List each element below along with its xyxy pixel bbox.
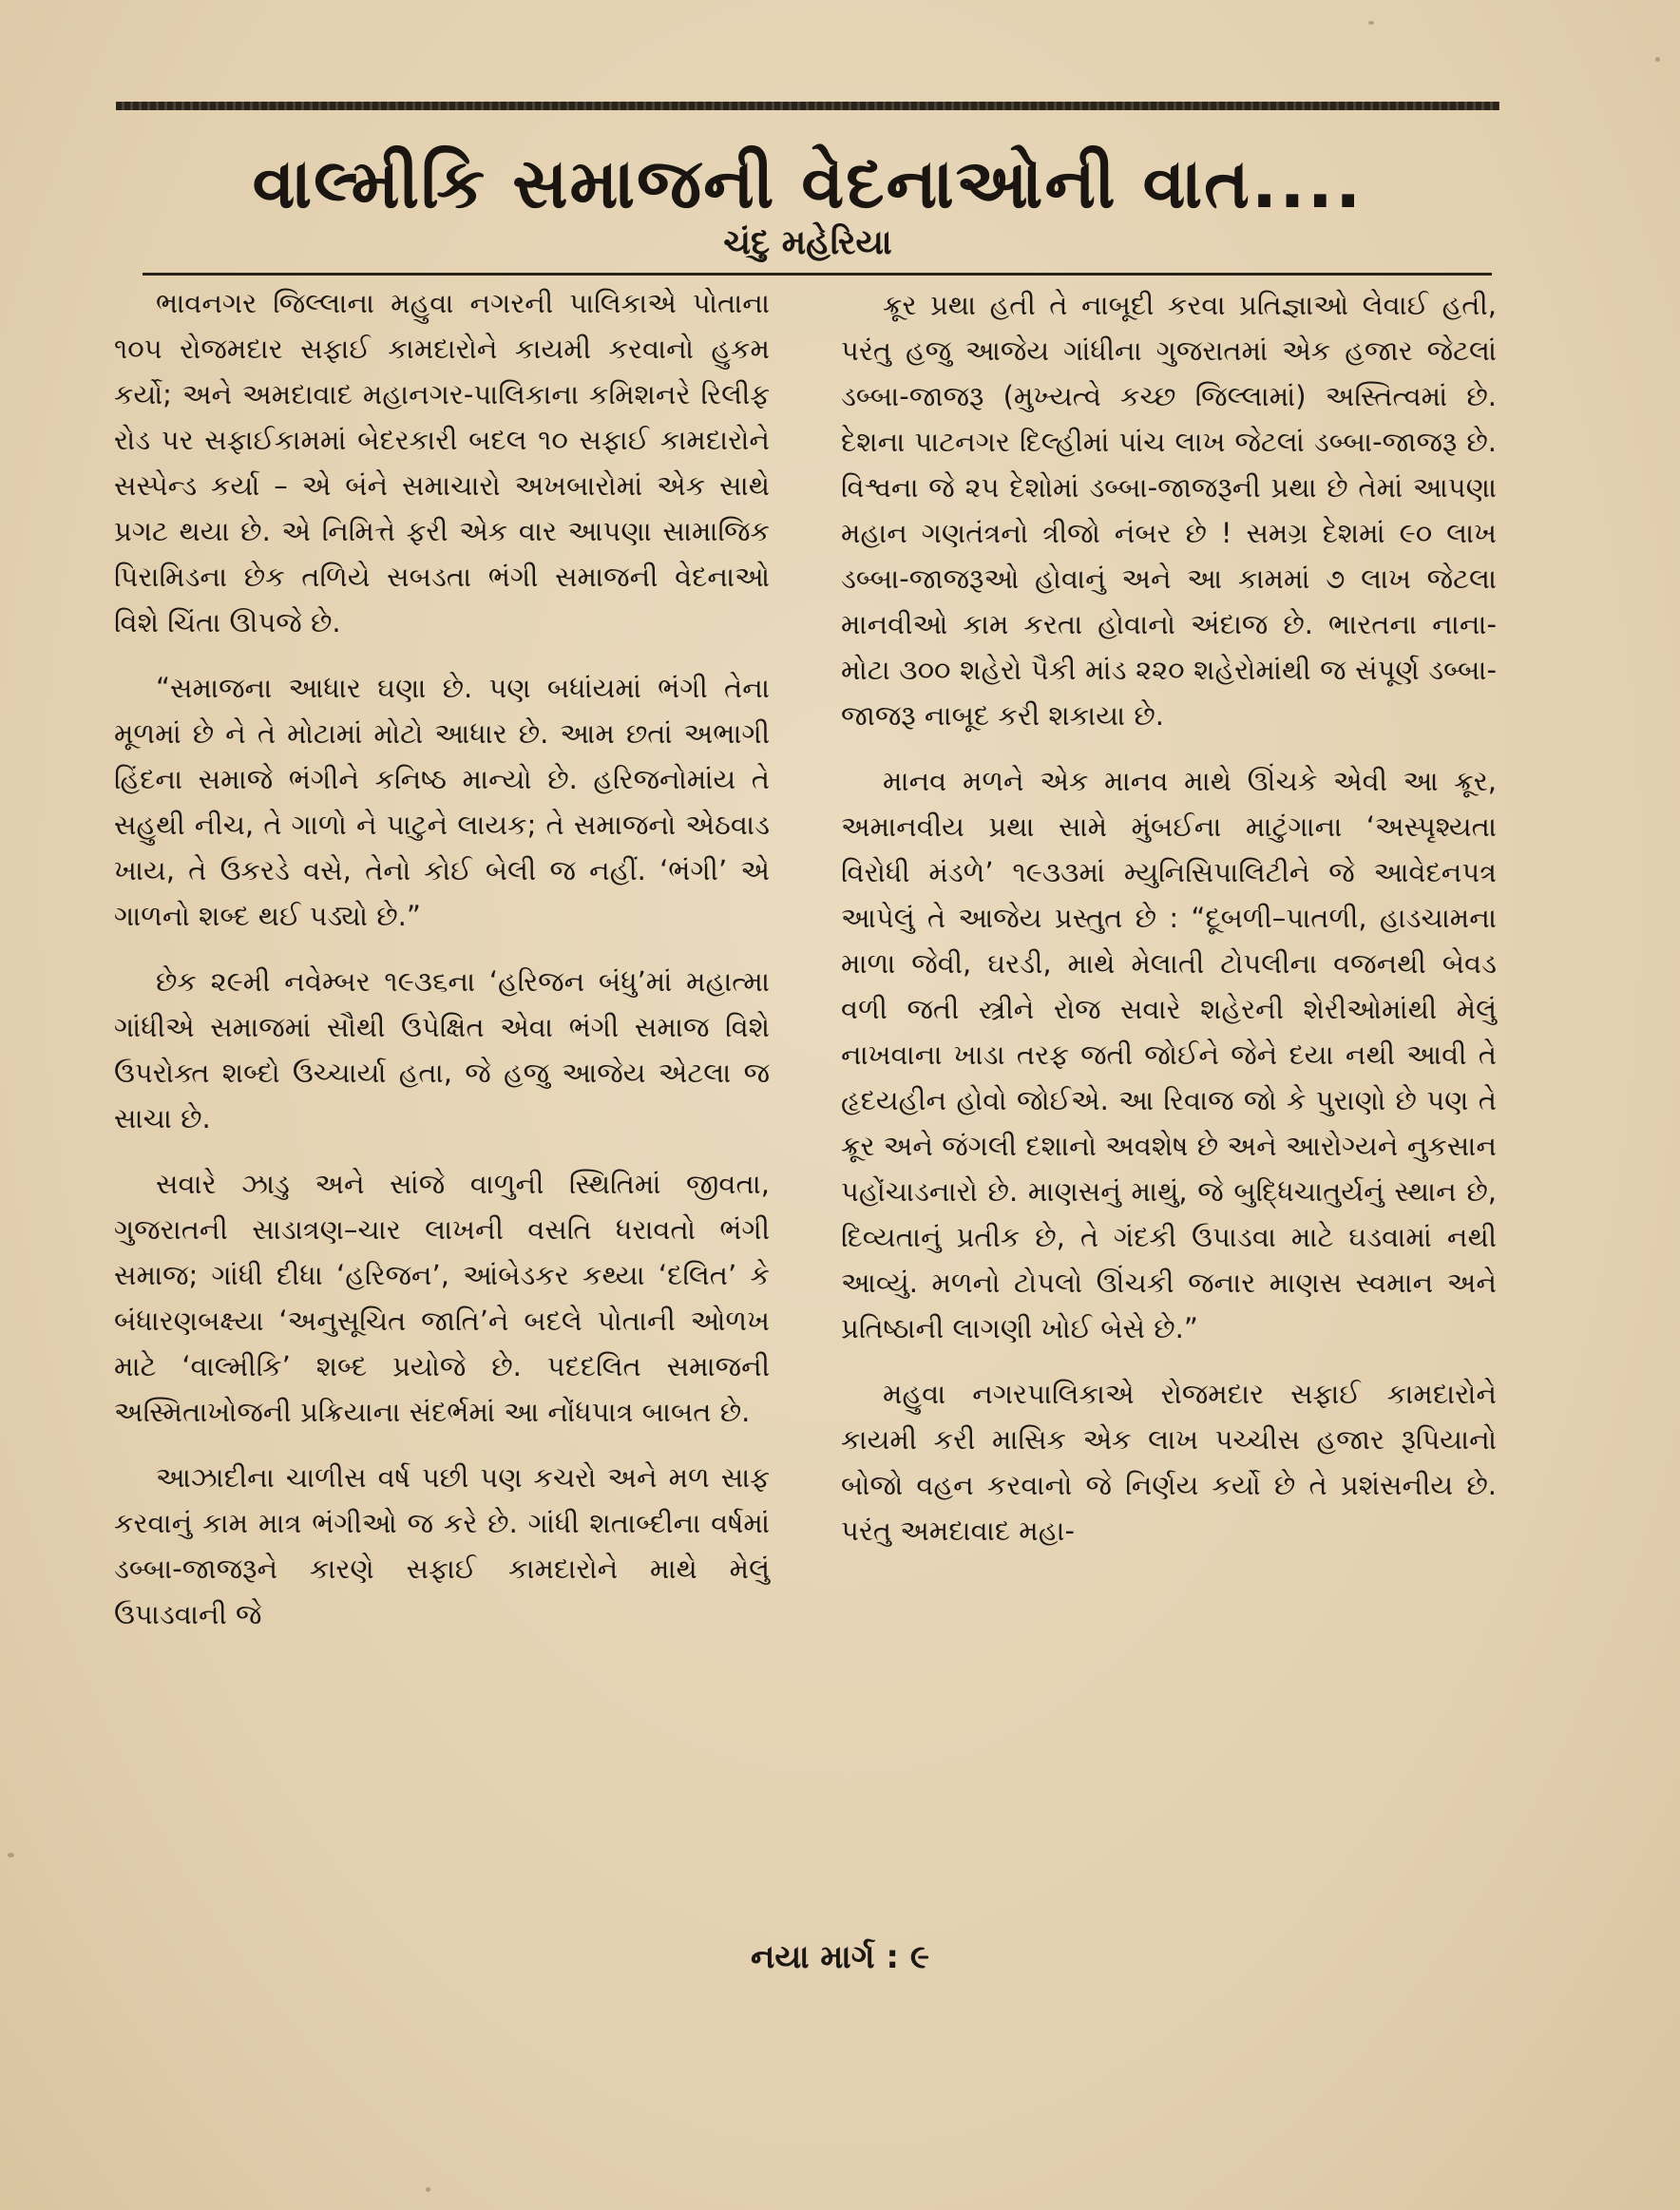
paper-speck xyxy=(8,1853,14,1858)
paper-speck xyxy=(426,2187,430,2192)
paragraph: માનવ મળને એક માનવ માથે ઊંચકે એવી આ ક્રૂર, અમાનવીય પ્રથા સામે મુંબઈના માટુંગાના ‘અસ્પૃશ્યતા વિરોધી મંડળે’ ૧૯૩૩માં મ્યુનિસિપાલિટીને જે આવેદનપત્ર આપેલું તે આજેય પ્રસ્તુત છે : “દૂબળી–પાતળી, હાડચામના માળા જેવી, ઘરડી, માથે મેલાતી ટોપલીના વજનથી બેવડ વળી જતી સ્ત્રીને રોજ સવારે શહેરની શેરીઓમાંથી મેલું નાખવાના ખાડા તરફ જતી જોઈને જેને દયા નથી આવી તે હૃદયહીન હોવો જોઈએ. આ રિવાજ જો કે પુરાણો છે પણ તે ક્રૂર અને જંગલી દશાનો અવશેષ છે અને આરોગ્યને નુકસાન પહોંચાડનારો છે. માણસનું માથું, જે બુદ્ધિચાતુર્યનું સ્થાન છે, દિવ્યતાનું પ્રતીક છે, તે ગંદકી ઉપાડવા માટે ઘડવામાં નથી આવ્યું. મળનો ટોપલો ઊંચકી જનાર માણસ સ્વમાન અને પ્રતિષ્ઠાની લાગણી ખોઈ બેસે છે.” xyxy=(841,765,1497,1344)
page-footer xyxy=(0,1929,1680,1986)
paragraph: મહુવા નગરપાલિકાએ રોજમદાર સફાઈ કામદારોને કાયમી કરી માસિક એક લાખ પચ્ચીસ હજાર રૂપિયાનો બોજો વહન કરવાનો જે નિર્ણય કર્યો છે તે પ્રશંસનીય છે. પરંતુ અમદાવાદ મહા- xyxy=(841,1378,1497,1547)
magazine-name: નયા માર્ગ xyxy=(751,1938,875,1976)
paper-speck xyxy=(1655,57,1660,62)
title-rule xyxy=(143,273,1492,276)
paragraph: સવારે ઝાડુ અને સાંજે વાળુની સ્થિતિમાં જીવતા, ગુજરાતની સાડાત્રણ–ચાર લાખની વસતિ ધરાવતો ભંગી સમાજ; ગાંધી દીધા ‘હરિજન’, આંબેડકર કથ્યા ‘દલિત’ કે બંધારણબક્ષ્યા ‘અનુસૂચિત જાતિ’ને બદલે પોતાની ઓળખ માટે ‘વાલ્મીકિ’ શબ્દ પ્રયોજે છે. પદદલિત સમાજની અસ્મિતાખોજની પ્રક્રિયાના સંદર્ભમાં આ નોંધપાત્ર બાબત છે. xyxy=(114,1168,770,1428)
paragraph: “સમાજના આધાર ઘણા છે. પણ બધાંયમાં ભંગી તેના મૂળમાં છે ને તે મોટામાં મોટો આધાર છે. આમ છતાં અભાગી હિંદના સમાજે ભંગીને કનિષ્ઠ માન્યો છે. હરિજનોમાંય તે સહુથી નીચ, તે ગાળો ને પાટુને લાયક; તે સમાજનો એઠવાડ ખાય, તે ઉકરડે વસે, તેનો કોઈ બેલી જ નહીં. ‘ભંગી’ એ ગાળનો શબ્દ થઈ પડ્યો છે.” xyxy=(114,672,770,932)
paragraph: ક્રૂર પ્રથા હતી તે નાબૂદી કરવા પ્રતિજ્ઞાઓ લેવાઈ હતી, પરંતુ હજુ આજેય ગાંધીના ગુજરાતમાં એક હજાર જેટલાં ડબ્બા-જાજરૂ (મુખ્યત્વે કચ્છ જિલ્લામાં) અસ્તિત્વમાં છે. દેશના પાટનગર દિલ્હીમાં પાંચ લાખ જેટલાં ડબ્બા-જાજરૂ છે. વિશ્વના જે ૨૫ દેશોમાં ડબ્બા-જાજરૂની પ્રથા છે તેમાં આપણા મહાન ગણતંત્રનો ત્રીજો નંબર છે ! સમગ્ર દેશમાં ૯૦ લાખ ડબ્બા-જાજરૂઓ હોવાનું અને આ કામમાં ૭ લાખ જેટલા માનવીઓ કામ કરતા હોવાનો અંદાજ છે. ભારતના નાના-મોટા ૩૦૦ શહેરો પૈકી માંડ ૨૨૦ શહેરોમાંથી જ સંપૂર્ણ ડબ્બા-જાજરૂ નાબૂદ કરી શકાયા છે. xyxy=(841,289,1497,732)
top-rule xyxy=(116,102,1499,110)
paragraph: આઝાદીના ચાળીસ વર્ષ પછી પણ કચરો અને મળ સાફ કરવાનું કામ માત્ર ભંગીઓ જ કરે છે. ગાંધી શતાબ્દીના વર્ષમાં ડબ્બા-જાજરૂને કારણે સફાઈ કામદારોને માથે મેલું ઉપાડવાની જે xyxy=(114,1461,770,1630)
page-number: ૯ xyxy=(909,1938,929,1976)
text-column-right xyxy=(841,282,1497,1553)
article-author: ચંદુ મહેરિયા xyxy=(723,223,892,262)
paragraph: ભાવનગર જિલ્લાના મહુવા નગરની પાલિકાએ પોતાના ૧૦૫ રોજમદાર સફાઈ કામદારોને કાયમી કરવાનો હુકમ કર્યો; અને અમદાવાદ મહાનગર-પાલિકાના કમિશનરે રિલીફ રોડ પર સફાઈકામમાં બેદરકારી બદલ ૧૦ સફાઈ કામદારોને સસ્પેન્ડ કર્યા – એ બંને સમાચારો અખબારોમાં એક સાથે પ્રગટ થયા છે. એ નિમિત્તે ફરી એક વાર આપણા સામાજિક પિરામિડના છેક તળિયે સબડતા ભંગી સમાજની વેદનાઓ વિશે ચિંતા ઊપજે છે. xyxy=(114,287,770,638)
text-column-left xyxy=(114,280,770,1637)
paragraph: છેક ૨૯મી નવેમ્બર ૧૯૩૬ના ‘હરિજન બંધુ’માં મહાત્મા ગાંધીએ સમાજમાં સૌથી ઉપેક્ષિત એવા ભંગી સમાજ વિશે ઉપરોક્ત શબ્દો ઉચ્ચાર્યા હતા, જે હજુ આજેય એટલા જ સાચા છે. xyxy=(114,965,770,1134)
article-title: વાલ્મીકિ સમાજની વેદનાઓની વાત.... xyxy=(252,143,1364,223)
footer-separator: : xyxy=(886,1938,899,1976)
paper-speck xyxy=(1368,21,1374,25)
